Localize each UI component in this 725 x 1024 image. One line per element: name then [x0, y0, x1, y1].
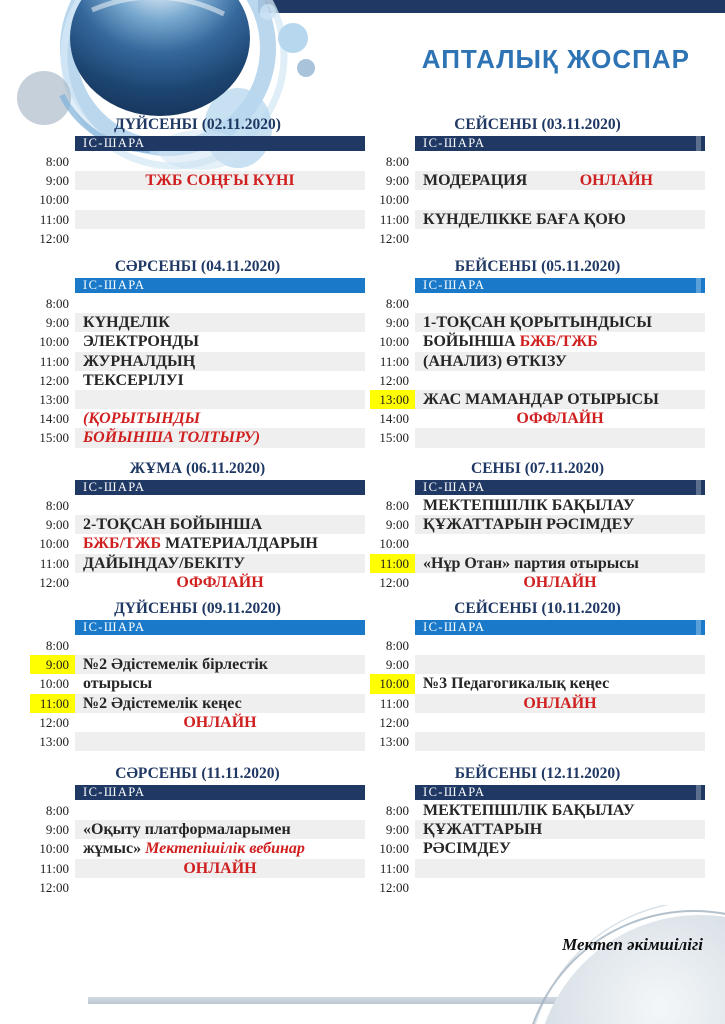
schedule-row [370, 801, 705, 820]
event-cell [75, 573, 365, 592]
day-block [370, 116, 705, 248]
day-title: ЖҰМА (06.11.2020) [129, 460, 266, 477]
event-cell [415, 801, 705, 820]
event-cell [415, 713, 705, 732]
event-cell [75, 294, 365, 313]
schedule-row [370, 573, 705, 592]
footer-divider-line [88, 997, 564, 1004]
day-title: ДҮЙСЕНБІ (09.11.2020) [114, 600, 281, 617]
time-label: 12:00 [39, 230, 69, 246]
time-label: 9:00 [45, 822, 69, 838]
event-cell [415, 636, 705, 655]
schedule-row [30, 496, 365, 515]
schedule-row [370, 409, 705, 428]
event-cell [415, 534, 705, 553]
time-label: 9:00 [385, 657, 409, 673]
day-block [30, 116, 365, 248]
schedule-row [30, 313, 365, 332]
event-text: 1-ТОҚСАН ҚОРЫТЫНДЫСЫ [423, 314, 652, 332]
event-cell [415, 839, 705, 858]
schedule-row [370, 313, 705, 332]
event-text: (АНАЛИЗ) ӨТКІЗУ [423, 352, 567, 370]
schedule-row [30, 655, 365, 674]
event-text: ҚҰЖАТТАРЫН [423, 821, 543, 839]
time-label: 8:00 [45, 638, 69, 653]
event-text: ТЕКСЕРІЛУІ [83, 371, 184, 389]
time-label: 12:00 [39, 714, 69, 730]
event-text: №3 Педагогикалық кеңес [423, 675, 610, 693]
event-cell [415, 313, 705, 332]
event-text: №2 Әдістемелік кеңес [83, 694, 242, 712]
time-label-highlighted: 10:00 [370, 674, 415, 693]
event-text: ДАЙЫНДАУ/БЕКІТУ [83, 554, 245, 572]
day-block [30, 600, 365, 751]
time-label-highlighted: 11:00 [370, 554, 415, 573]
event-cell [415, 332, 705, 351]
time-label-highlighted: 9:00 [30, 655, 75, 674]
event-cell [415, 210, 705, 229]
schedule-row [30, 713, 365, 732]
schedule-rows [370, 636, 705, 751]
event-cell [75, 674, 365, 693]
schedule-row [30, 534, 365, 553]
schedule-row [370, 515, 705, 534]
time-label: 9:00 [385, 173, 409, 189]
schedule-rows [30, 801, 365, 897]
time-label: 12:00 [379, 574, 409, 590]
schedule-row [370, 554, 705, 573]
event-text: КҮНДЕЛІК [83, 314, 170, 332]
event-text: ЖАС МАМАНДАР ОТЫРЫСЫ [423, 391, 659, 409]
time-label: 11:00 [39, 353, 69, 369]
event-cell [415, 390, 705, 409]
schedule-row [30, 171, 365, 190]
event-column-header: ІС-ШАРА [75, 620, 365, 635]
day-block [30, 460, 365, 592]
time-label: 8:00 [45, 154, 69, 169]
schedule-rows [370, 152, 705, 248]
event-text: БЖБ/ТЖБ [519, 333, 598, 351]
schedule-rows [30, 294, 365, 448]
schedule-row [30, 878, 365, 897]
schedule-row [30, 801, 365, 820]
schedule-row [30, 636, 365, 655]
event-text: МАТЕРИАЛДАРЫН [161, 535, 318, 553]
event-cell [75, 171, 365, 190]
schedule-row [370, 171, 705, 190]
event-cell [415, 428, 705, 447]
event-cell [415, 554, 705, 573]
event-cell [415, 515, 705, 534]
event-cell [415, 496, 705, 515]
schedule-row [30, 820, 365, 839]
schedule-row [370, 390, 705, 409]
time-label: 10:00 [39, 841, 69, 857]
event-column-header: ІС-ШАРА [415, 620, 705, 635]
event-column-header: ІС-ШАРА [415, 278, 705, 293]
time-label: 11:00 [379, 353, 409, 369]
day-block [30, 258, 365, 448]
schedule-rows [30, 636, 365, 751]
event-cell [415, 859, 705, 878]
event-text: 2-ТОҚСАН БОЙЫНША [83, 516, 263, 534]
event-text: ЖУРНАЛДЫҢ [83, 352, 196, 370]
time-label: 15:00 [39, 430, 69, 446]
day-title: СӘРСЕНБІ (11.11.2020) [115, 765, 280, 782]
event-cell [415, 409, 705, 428]
day-block [370, 258, 705, 448]
time-label: 9:00 [385, 315, 409, 331]
schedule-row [30, 732, 365, 751]
schedule-row [370, 694, 705, 713]
event-text: (ҚОРЫТЫНДЫ [83, 410, 201, 428]
time-label: 9:00 [45, 173, 69, 189]
event-cell [75, 636, 365, 655]
event-cell [415, 294, 705, 313]
event-text: ОФФЛАЙН [516, 410, 604, 428]
time-label: 12:00 [379, 372, 409, 388]
schedule-row [30, 694, 365, 713]
schedule-rows [370, 496, 705, 592]
schedule-row [30, 210, 365, 229]
event-text: БОЙЫНША [423, 333, 520, 351]
event-cell [75, 190, 365, 209]
event-text: ОФФЛАЙН [176, 573, 264, 591]
time-label: 10:00 [379, 334, 409, 350]
time-label: 15:00 [379, 430, 409, 446]
time-label: 14:00 [39, 411, 69, 427]
event-cell [415, 878, 705, 897]
time-label: 11:00 [379, 695, 409, 711]
time-label: 12:00 [39, 372, 69, 388]
schedule-row [370, 210, 705, 229]
event-cell [415, 820, 705, 839]
schedule-rows [30, 496, 365, 592]
time-label: 10:00 [39, 676, 69, 692]
day-block [30, 765, 365, 897]
event-text: ТЖБ СОҢҒЫ КҮНІ [145, 172, 295, 190]
schedule-row [370, 352, 705, 371]
schedule-row [370, 294, 705, 313]
schedule-row [30, 409, 365, 428]
day-title: СЕЙСЕНБІ (03.11.2020) [454, 116, 621, 133]
event-cell [75, 801, 365, 820]
schedule-row [370, 152, 705, 171]
event-cell [415, 229, 705, 248]
event-cell [75, 390, 365, 409]
schedule-row [370, 534, 705, 553]
event-cell [415, 573, 705, 592]
schedule-row [30, 371, 365, 390]
event-cell [75, 210, 365, 229]
schedule-row [370, 428, 705, 447]
time-label: 10:00 [39, 334, 69, 350]
event-cell [75, 332, 365, 351]
time-label: 13:00 [39, 733, 69, 749]
schedule-row [30, 515, 365, 534]
event-cell [415, 171, 705, 190]
schedule-row [30, 229, 365, 248]
schedule-row [370, 674, 705, 693]
event-text: ҚҰЖАТТАРЫН РӘСІМДЕУ [423, 516, 635, 534]
event-cell [75, 655, 365, 674]
event-text: ОНЛАЙН [579, 172, 653, 190]
time-label: 10:00 [39, 192, 69, 208]
time-label: 12:00 [379, 879, 409, 895]
event-cell [415, 732, 705, 751]
event-text: ОНЛАЙН [183, 859, 257, 877]
page-title: АПТАЛЫҚ ЖОСПАР [421, 44, 690, 74]
event-cell [415, 352, 705, 371]
time-label: 9:00 [45, 315, 69, 331]
event-text: КҮНДЕЛІККЕ БАҒА ҚОЮ [423, 210, 626, 228]
event-cell [415, 674, 705, 693]
time-label: 9:00 [385, 517, 409, 533]
schedule-row [30, 859, 365, 878]
footer-signature: Мектеп әкімшілігі [562, 935, 703, 954]
event-text: МЕКТЕПШІЛІК БАҚЫЛАУ [423, 802, 635, 820]
time-label: 8:00 [45, 296, 69, 311]
schedule-row [370, 496, 705, 515]
time-label-highlighted: 11:00 [30, 694, 75, 713]
event-text: жұмыс» [83, 840, 146, 858]
time-label: 8:00 [385, 638, 409, 653]
schedule-row [30, 352, 365, 371]
time-label: 10:00 [39, 536, 69, 552]
time-label: 8:00 [385, 154, 409, 169]
event-cell [415, 152, 705, 171]
schedule-row [30, 190, 365, 209]
event-cell [75, 713, 365, 732]
event-text: «Нұр Отан» партия отырысы [423, 554, 639, 572]
event-cell [75, 820, 365, 839]
event-cell [415, 371, 705, 390]
schedule-row [370, 655, 705, 674]
event-text: «Оқыту платформаларымен [83, 821, 291, 839]
event-cell [75, 534, 365, 553]
event-text: ОНЛАЙН [523, 573, 597, 591]
schedule-row [370, 636, 705, 655]
event-cell [75, 496, 365, 515]
time-label: 8:00 [45, 498, 69, 513]
event-text: Мектепішілік вебинар [145, 840, 305, 858]
event-text: ОНЛАЙН [523, 694, 597, 712]
time-label: 14:00 [379, 411, 409, 427]
event-column-header: ІС-ШАРА [75, 136, 365, 151]
day-title: БЕЙСЕНБІ (05.11.2020) [454, 258, 621, 275]
time-label: 11:00 [379, 860, 409, 876]
event-cell [75, 732, 365, 751]
event-cell [75, 229, 365, 248]
event-text: БЖБ/ТЖБ [83, 535, 162, 553]
event-cell [415, 190, 705, 209]
time-label: 11:00 [39, 211, 69, 227]
schedule-row [370, 878, 705, 897]
day-block [370, 765, 705, 897]
event-cell [75, 313, 365, 332]
event-cell [75, 515, 365, 534]
day-block [370, 460, 705, 592]
schedule-row [30, 332, 365, 351]
schedule-row [370, 229, 705, 248]
event-cell [75, 878, 365, 897]
event-column-header: ІС-ШАРА [415, 136, 705, 151]
event-cell [75, 428, 365, 447]
time-label: 12:00 [379, 230, 409, 246]
schedule-row [30, 294, 365, 313]
time-label: 12:00 [39, 574, 69, 590]
schedule-row [30, 390, 365, 409]
event-column-header: ІС-ШАРА [75, 278, 365, 293]
time-label: 13:00 [39, 391, 69, 407]
schedule-row [30, 554, 365, 573]
time-label: 11:00 [379, 211, 409, 227]
schedule-row [30, 152, 365, 171]
time-label: 11:00 [39, 860, 69, 876]
time-label: 9:00 [45, 517, 69, 533]
event-text: №2 Әдістемелік бірлестік [83, 656, 268, 674]
event-text: МОДЕРАЦИЯ [423, 172, 528, 190]
time-label: 10:00 [379, 841, 409, 857]
schedule-rows [30, 152, 365, 248]
day-title: СЕЙСЕНБІ (10.11.2020) [454, 600, 621, 617]
time-label: 9:00 [385, 822, 409, 838]
time-label: 8:00 [385, 296, 409, 311]
time-label: 8:00 [45, 803, 69, 818]
day-title: БЕЙСЕНБІ (12.11.2020) [454, 765, 621, 782]
day-block [370, 600, 705, 751]
event-cell [75, 694, 365, 713]
day-title: СЕНБІ (07.11.2020) [471, 460, 604, 477]
event-cell [415, 694, 705, 713]
event-cell [75, 152, 365, 171]
event-column-header: ІС-ШАРА [415, 785, 705, 800]
event-text: БОЙЫНША ТОЛТЫРУ) [83, 429, 261, 447]
schedule-rows [370, 801, 705, 897]
event-cell [75, 859, 365, 878]
time-label: 10:00 [379, 192, 409, 208]
schedule-row [370, 859, 705, 878]
bottom-right-circle-decoration [520, 905, 725, 1024]
schedule-row [370, 371, 705, 390]
event-text: ЭЛЕКТРОНДЫ [83, 333, 199, 351]
day-title: СӘРСЕНБІ (04.11.2020) [114, 258, 281, 275]
time-label: 8:00 [385, 803, 409, 818]
schedule-row [30, 839, 365, 858]
event-text: МЕКТЕПШІЛІК БАҚЫЛАУ [423, 497, 635, 515]
event-text: РӘСІМДЕУ [423, 840, 511, 858]
time-label: 8:00 [385, 498, 409, 513]
event-text: ОНЛАЙН [183, 713, 257, 731]
event-column-header: ІС-ШАРА [75, 480, 365, 495]
event-cell [75, 554, 365, 573]
event-cell [75, 371, 365, 390]
schedule-row [30, 573, 365, 592]
event-cell [75, 839, 365, 858]
time-label-highlighted: 13:00 [370, 390, 415, 409]
schedule-row [370, 839, 705, 858]
schedule-row [370, 820, 705, 839]
time-label: 10:00 [379, 536, 409, 552]
schedule-row [370, 732, 705, 751]
schedule-row [370, 332, 705, 351]
event-column-header: ІС-ШАРА [75, 785, 365, 800]
schedule-row [30, 428, 365, 447]
day-title: ДҮЙСЕНБІ (02.11.2020) [114, 116, 281, 133]
schedule-rows [370, 294, 705, 448]
schedule-row [370, 713, 705, 732]
event-column-header: ІС-ШАРА [415, 480, 705, 495]
schedule-row [30, 674, 365, 693]
event-text: отырысы [83, 675, 153, 693]
event-cell [415, 655, 705, 674]
schedule-row [370, 190, 705, 209]
event-cell [75, 352, 365, 371]
event-cell [75, 409, 365, 428]
time-label: 12:00 [379, 714, 409, 730]
time-label: 13:00 [379, 733, 409, 749]
time-label: 12:00 [39, 879, 69, 895]
time-label: 11:00 [39, 555, 69, 571]
